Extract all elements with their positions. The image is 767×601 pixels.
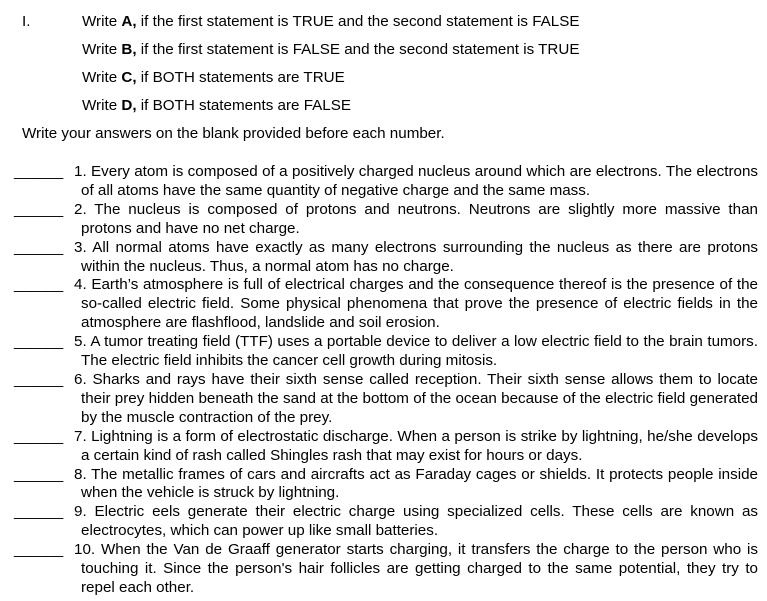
- rule-d: [82, 96, 351, 115]
- question-text: 1. Every atom is composed of a positively charged nucleus around which are electrons. The electrons of all atoms have the same quantity of negative charge and the same mass.: [74, 163, 758, 199]
- answer-blank[interactable]: ______: [14, 163, 63, 180]
- question-text: 6. Sharks and rays have their sixth sense called reception. Their sixth sense allows them to locate their prey hidden beneath the sand at the bottom of the ocean because of the electric field generated by the muscle contraction of the prey.: [74, 370, 758, 426]
- rule-letter: A,: [121, 13, 137, 30]
- question-text: 5. A tumor treating field (TTF) uses a portable device to deliver a low electric field to the brain tumors. The electric field inhibits the cancer cell growth during mitosis.: [74, 333, 758, 370]
- question-list: [0, 163, 767, 598]
- question-item-2: [0, 201, 767, 239]
- answer-blank[interactable]: ______: [14, 541, 63, 559]
- rule-prefix: Write: [82, 97, 122, 114]
- rule-text: if BOTH statements are FALSE: [136, 97, 351, 114]
- rule-letter: C,: [121, 69, 137, 86]
- answer-blank[interactable]: ______: [14, 370, 63, 388]
- rule-b: [82, 40, 579, 59]
- rule-prefix: Write: [82, 69, 122, 86]
- question-item-1: [0, 163, 767, 201]
- question-item-8: [0, 466, 767, 504]
- answer-blank[interactable]: ______: [14, 238, 63, 256]
- rule-prefix: Write: [82, 41, 122, 58]
- instruction-text: Write your answers on the blank provided before each number.: [22, 125, 445, 142]
- question-item-9: [0, 503, 767, 541]
- question-item-4: [0, 276, 767, 333]
- rule-text: if BOTH statements are TRUE: [136, 69, 345, 86]
- answer-blank[interactable]: ______: [14, 333, 63, 351]
- answer-blank[interactable]: ______: [14, 276, 63, 294]
- answer-blank[interactable]: ______: [14, 427, 63, 445]
- answer-blank[interactable]: ______: [14, 200, 63, 218]
- question-text: 3. All normal atoms have exactly as many electrons surrounding the nucleus as there are protons within the nucleus. Thus, a normal atom has no charge.: [74, 238, 758, 275]
- question-text: 2. The nucleus is composed of protons and neutrons. Neutrons are slightly more massive than protons and have no net charge.: [74, 200, 758, 237]
- rule-a: [82, 12, 579, 31]
- rule-letter: B,: [121, 41, 137, 58]
- rule-letter: D,: [121, 97, 137, 114]
- rule-text: if the first statement is FALSE and the second statement is TRUE: [136, 41, 580, 58]
- question-item-5: [0, 333, 767, 371]
- question-text: 7. Lightning is a form of electrostatic discharge. When a person is strike by lightning, he/she develops a certain kind of rash called Shingles rash that may exist for hours or days.: [74, 427, 758, 464]
- question-item-7: [0, 428, 767, 466]
- rule-prefix: Write: [82, 13, 122, 30]
- answer-blank[interactable]: ______: [14, 465, 63, 483]
- question-item-10: [0, 541, 767, 598]
- question-text: 9. Electric eels generate their electric charge using specialized cells. These cells are known as electrocytes, which can power up like small batteries.: [74, 503, 758, 540]
- question-text: 10. When the Van de Graaff generator starts charging, it transfers the charge to the person who is touching it. Since the person's hair follicles are getting charged to the same potential, they try to repel each other.: [74, 541, 758, 596]
- answer-blank[interactable]: ______: [14, 503, 63, 521]
- question-item-6: [0, 371, 767, 428]
- question-text: 4. Earth’s atmosphere is full of electrical charges and the consequence thereof is the presence of the so-called electric field. Some physical phenomena that prove the presence of electric fields in the atmosphere are flashflood, landslide and soil erosion.: [74, 276, 758, 332]
- section-numeral: I.: [22, 13, 31, 30]
- rule-text: if the first statement is TRUE and the second statement is FALSE: [136, 13, 580, 30]
- rule-c: [82, 68, 345, 87]
- question-item-3: [0, 239, 767, 277]
- question-text: 8. The metallic frames of cars and aircrafts act as Faraday cages or shields. It protects people inside when the vehicle is struck by lightning.: [74, 465, 758, 502]
